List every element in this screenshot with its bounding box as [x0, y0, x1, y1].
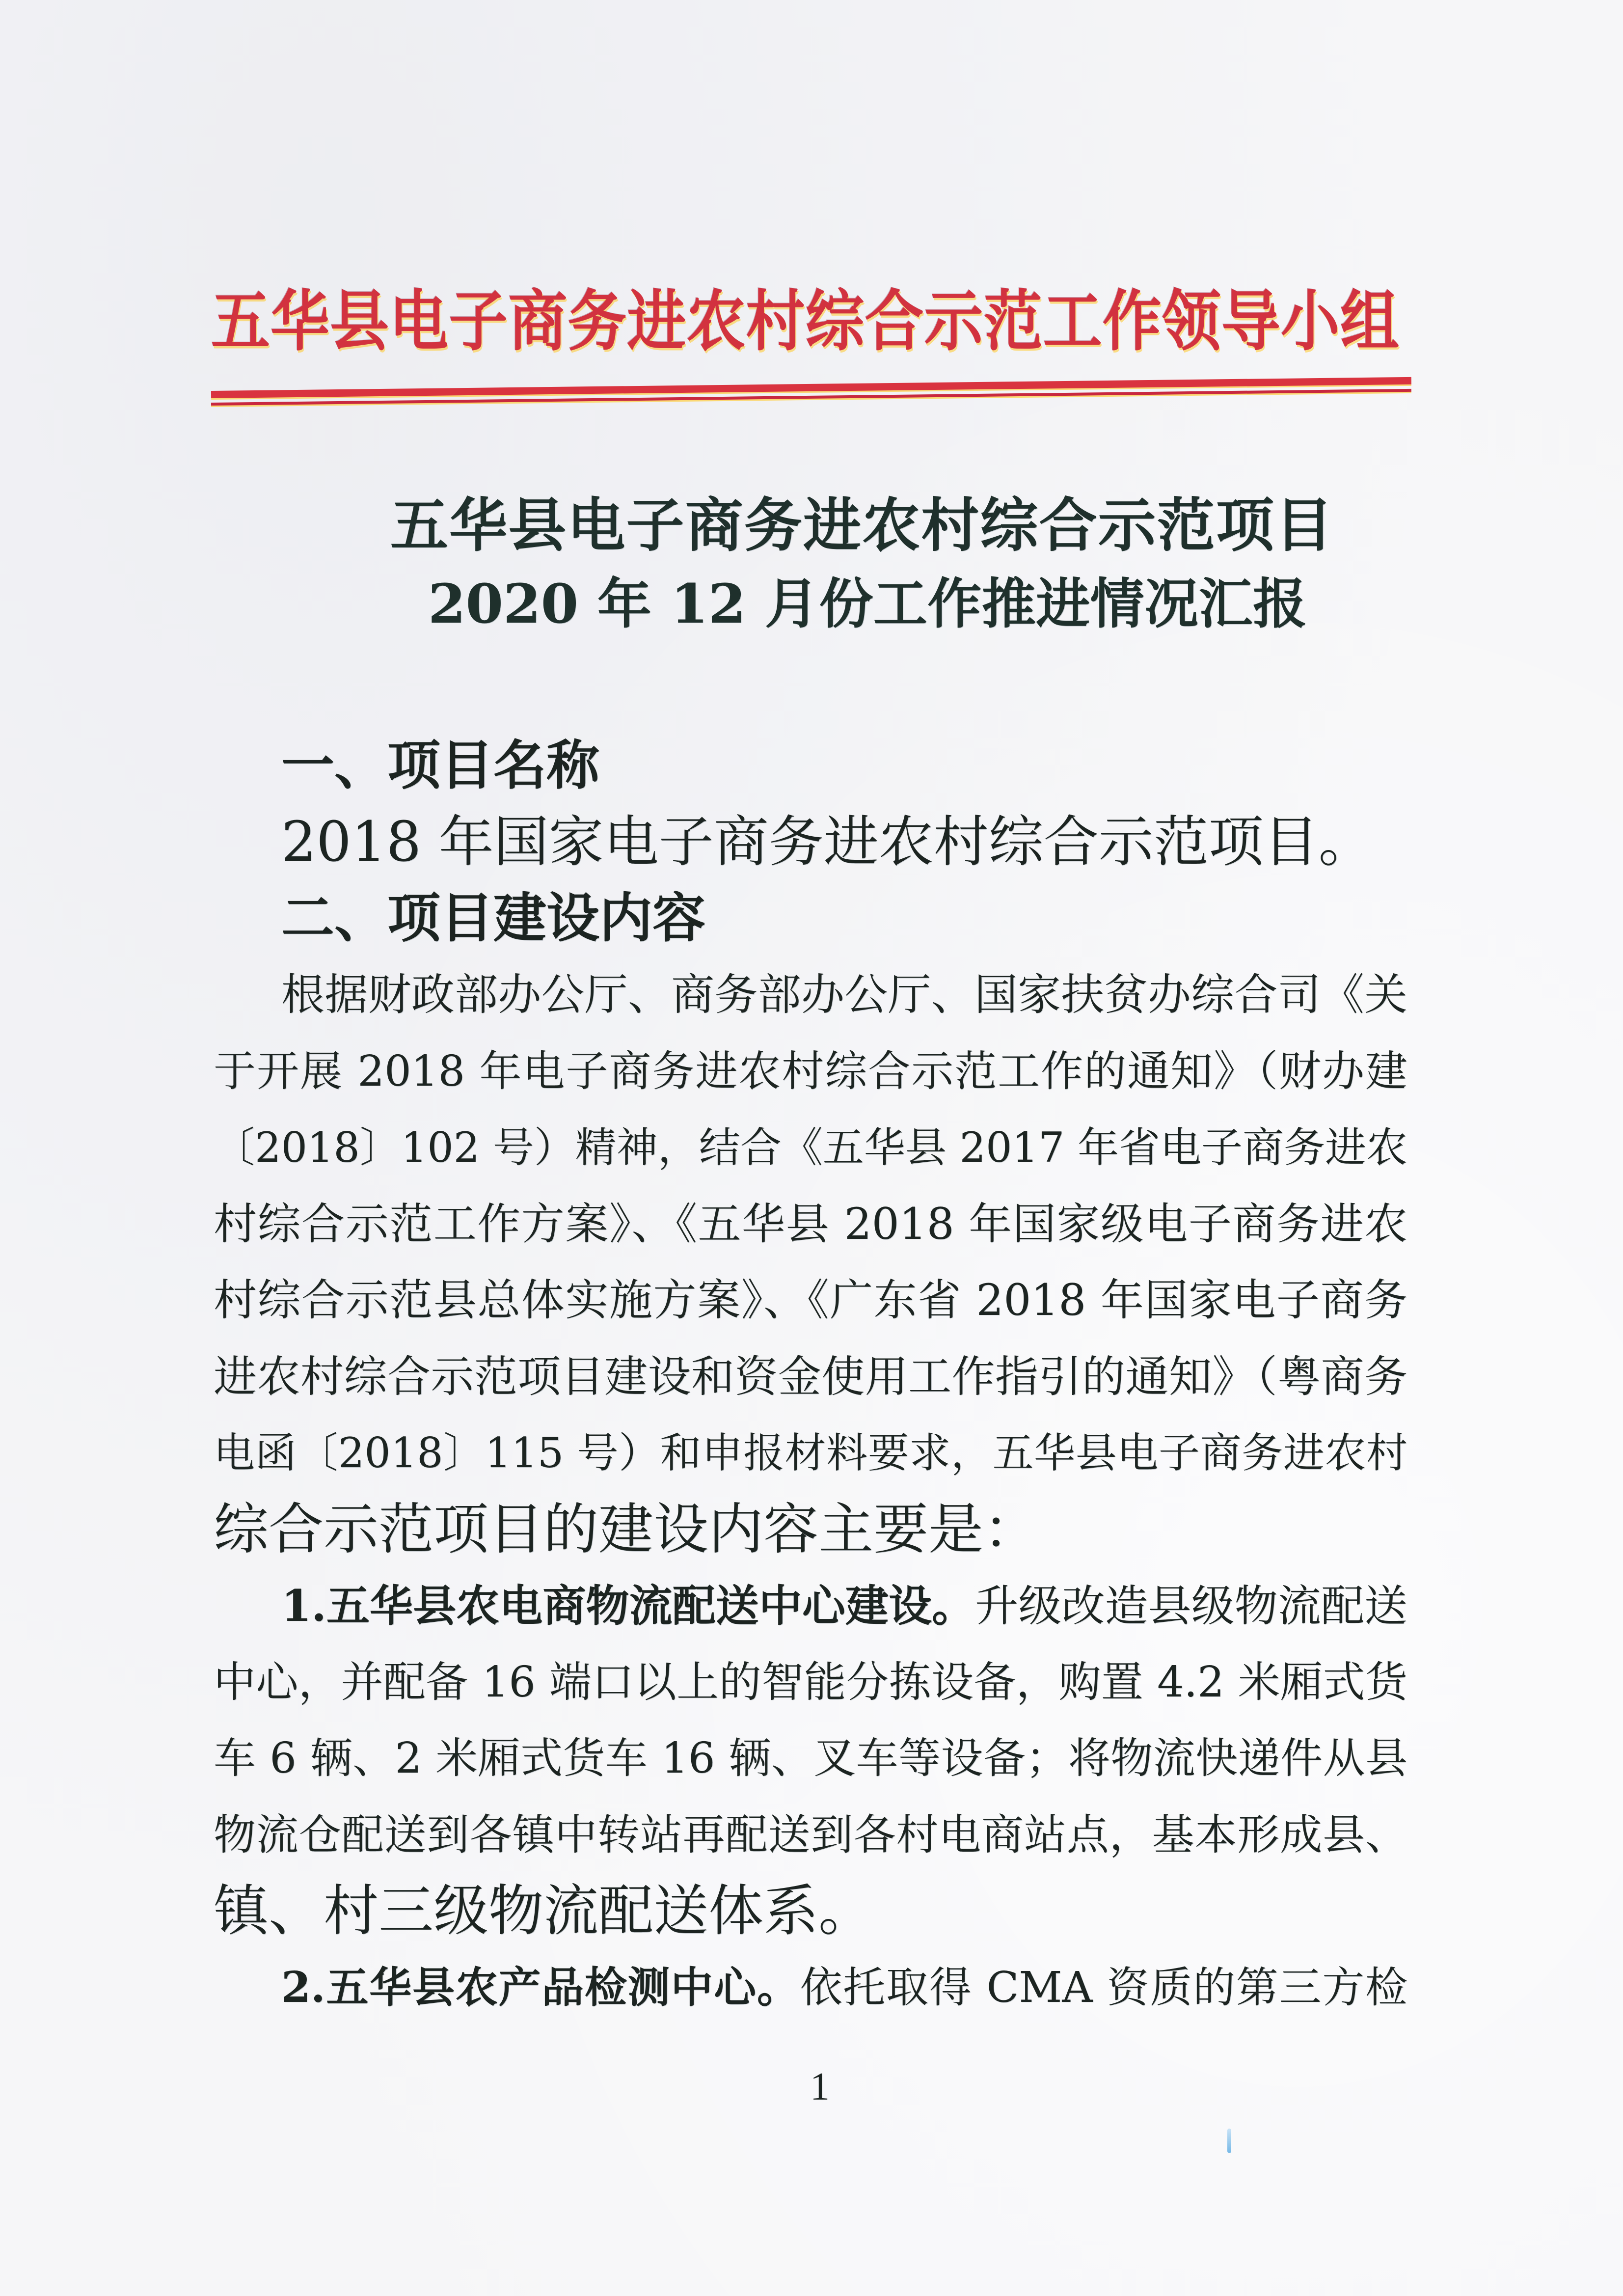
body-line: 〔2018〕102 号）精神，结合《五华县 2017 年省电子商务进农 — [214, 1123, 1407, 1172]
body-line: 镇、村三级物流配送体系。 — [214, 1879, 873, 1943]
item-2-lead: 2.五华县农产品检测中心。 — [281, 1963, 800, 2012]
item-1-lead: 1.五华县农电商物流配送中心建设。 — [281, 1580, 975, 1631]
body-line: 中心，并配备 16 端口以上的智能分拣设备，购置 4.2 米厢式货 — [214, 1658, 1407, 1707]
section-heading-1: 一、项目名称 — [281, 735, 600, 796]
body-line: 村综合示范工作方案》、《五华县 2018 年国家级电子商务进农 — [214, 1199, 1407, 1249]
body-line: 物流仓配送到各镇中转站再配送到各村电商站点，基本形成县、 — [214, 1810, 1407, 1859]
body-line: 根据财政部办公厅、商务部办公厅、国家扶贫办综合司《关 — [281, 969, 1407, 1020]
body-line: 综合示范项目的建设内容主要是： — [214, 1498, 1038, 1561]
document-title-line-1: 五华县电子商务进农村综合示范项目 — [390, 491, 1333, 559]
item-2-rest: 依托取得 CMA 资质的第三方检 — [800, 1963, 1408, 2012]
item-1-first-line — [281, 1569, 1407, 1642]
page-number: 1 — [810, 2065, 830, 2108]
body-line: 村综合示范县总体实施方案》、《广东省 2018 年国家电子商务 — [214, 1275, 1407, 1325]
red-header-organization: 五华县电子商务进农村综合示范工作领导小组 — [211, 284, 1399, 359]
document-title-line-2: 2020 年 12 月份工作推进情况汇报 — [428, 572, 1307, 635]
body-line: 进农村综合示范项目建设和资金使用工作指引的通知》（粤商务 — [214, 1351, 1407, 1402]
body-line: 于开展 2018 年电子商务进农村综合示范工作的通知》（财办建 — [214, 1047, 1407, 1096]
body-line: 2018 年国家电子商务进农村综合示范项目。 — [281, 810, 1374, 874]
blue-ink-mark — [1227, 2129, 1231, 2153]
section-heading-2: 二、项目建设内容 — [281, 888, 706, 949]
item-1-rest: 升级改造县级物流配送 — [975, 1581, 1407, 1631]
body-line: 车 6 辆、2 米厢式货车 16 辆、叉车等设备；将物流快递件从县 — [214, 1734, 1407, 1783]
item-2-first-line — [281, 1951, 1407, 2024]
body-line: 电函〔2018〕115 号）和申报材料要求，五华县电子商务进农村 — [214, 1429, 1407, 1477]
